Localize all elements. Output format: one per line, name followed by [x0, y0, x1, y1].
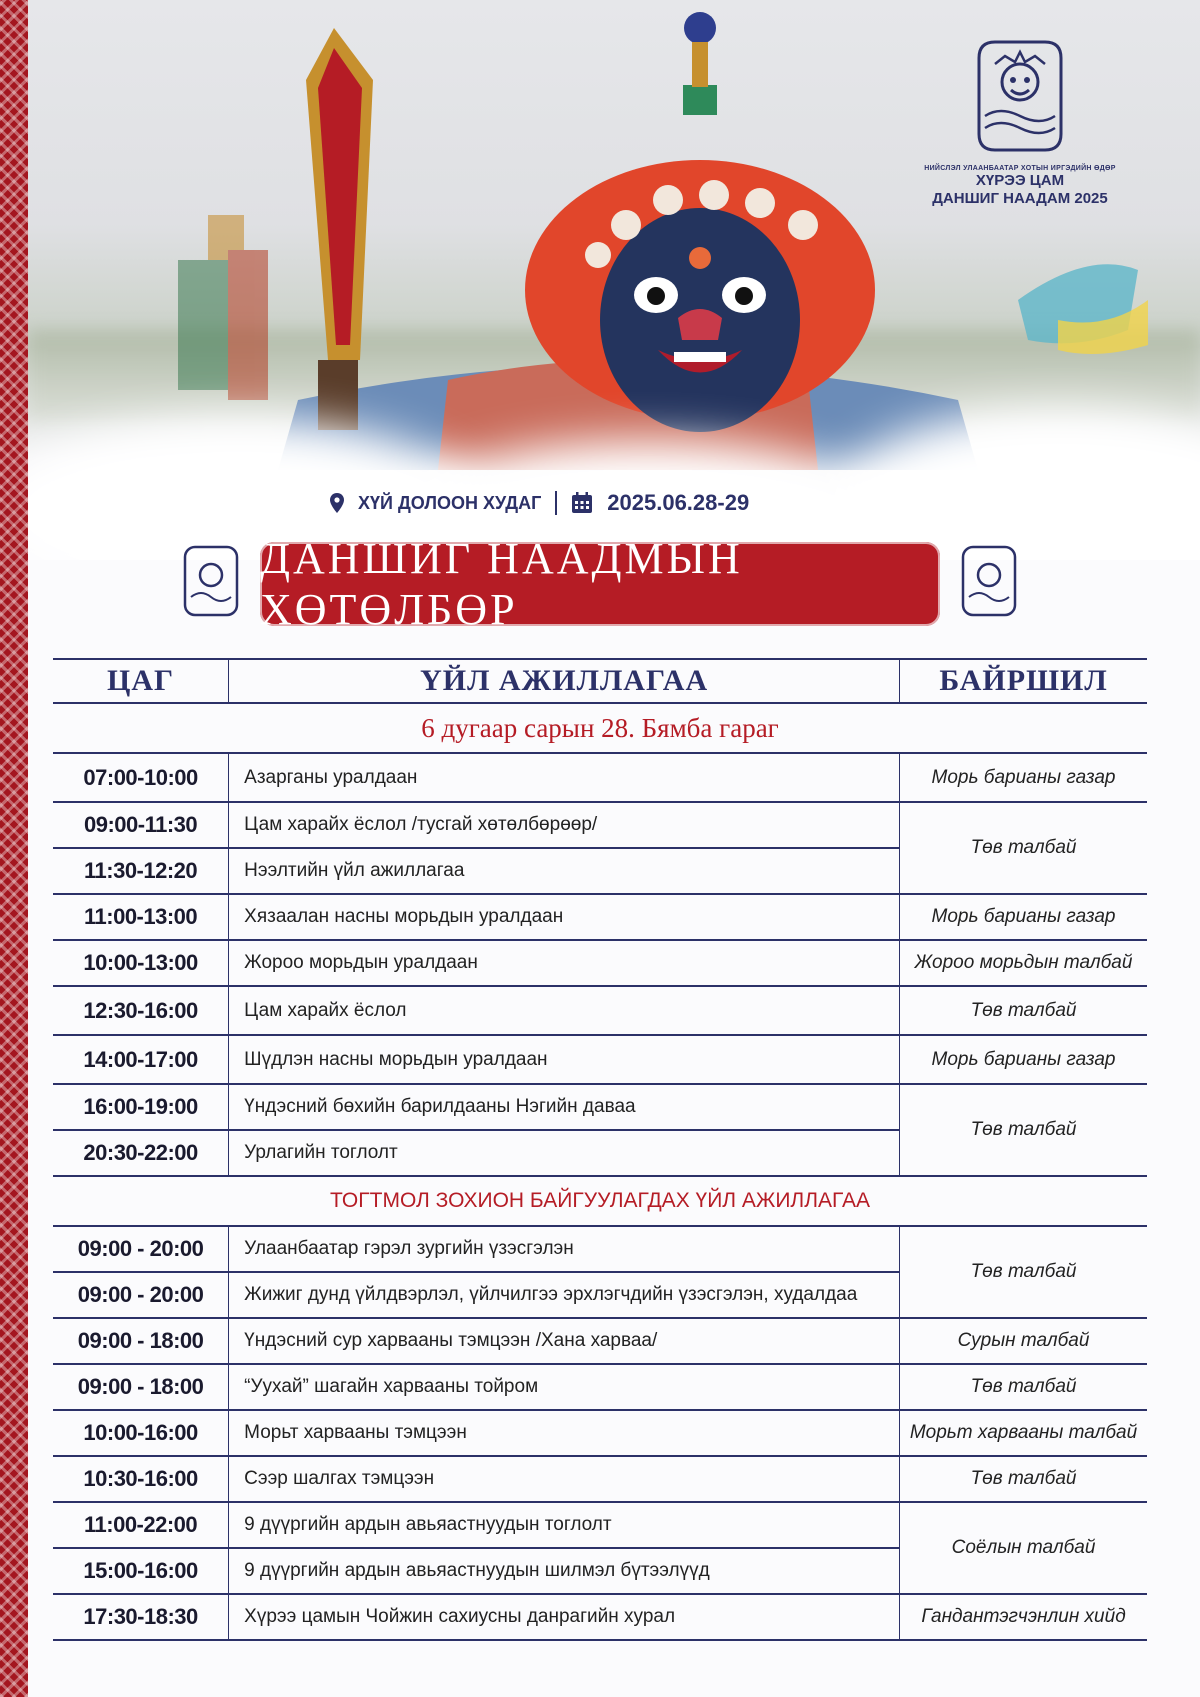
row-time: 09:00 - 18:00 [53, 1318, 229, 1364]
row-activity: Нээлтийн үйл ажиллагаа [229, 848, 900, 894]
section-heading [53, 703, 1147, 753]
row-activity: Сээр шалгах тэмцээн [229, 1456, 900, 1502]
row-place: Төв талбай [900, 1084, 1147, 1176]
table-row [53, 802, 1147, 848]
header-time: ЦАГ [53, 659, 229, 703]
row-time: 11:00-13:00 [53, 894, 229, 940]
row-time: 09:00 - 20:00 [53, 1226, 229, 1272]
row-time: 20:30-22:00 [53, 1130, 229, 1176]
row-activity: Улаанбаатар гэрэл зургийн үзэсгэлэн [229, 1226, 900, 1272]
emblem-icon [183, 545, 239, 617]
row-place: Соёлын талбай [900, 1502, 1147, 1594]
row-place: Сурын талбай [900, 1318, 1147, 1364]
row-time: 12:30-16:00 [53, 986, 229, 1035]
row-activity: Цам харайх ёслол /тусгай хөтөлбөрөөр/ [229, 802, 900, 848]
table-row [53, 1084, 1147, 1130]
row-time: 10:00-13:00 [53, 940, 229, 986]
table-row [53, 753, 1147, 802]
date-text: 2025.06.28-29 [607, 490, 750, 515]
table-row [53, 1226, 1147, 1272]
row-place: Морь барианы газар [900, 1035, 1147, 1084]
row-place: Морьт харвааны талбай [900, 1410, 1147, 1456]
emblem-icon [961, 545, 1017, 617]
program-title: ДАНШИГ НААДМЫН ХӨТӨЛБӨР [260, 542, 940, 626]
table-row [53, 1318, 1147, 1364]
row-place: Төв талбай [900, 1456, 1147, 1502]
row-time: 09:00 - 18:00 [53, 1364, 229, 1410]
row-activity: 9 дүүргийн ардын авьяастнуудын шилмэл бүтээлүүд [229, 1548, 900, 1594]
row-place: Төв талбай [900, 1364, 1147, 1410]
row-time: 15:00-16:00 [53, 1548, 229, 1594]
separator [555, 491, 557, 515]
row-time: 14:00-17:00 [53, 1035, 229, 1084]
table-row [53, 1364, 1147, 1410]
festival-logo [880, 38, 1160, 208]
row-activity: Морьт харвааны тэмцээн [229, 1410, 900, 1456]
calendar-icon [571, 492, 593, 514]
logo-line2: ДАНШИГ НААДАМ 2025 [932, 190, 1108, 207]
table-row [53, 986, 1147, 1035]
row-time: 09:00-11:30 [53, 802, 229, 848]
decorative-border [0, 0, 28, 1697]
row-time: 17:30-18:30 [53, 1594, 229, 1640]
row-time: 10:00-16:00 [53, 1410, 229, 1456]
row-time: 10:30-16:00 [53, 1456, 229, 1502]
row-place: Жороо морьдын талбай [900, 940, 1147, 986]
table-row [53, 940, 1147, 986]
header-place: БАЙРШИЛ [900, 659, 1147, 703]
row-time: 11:30-12:20 [53, 848, 229, 894]
table-row [53, 1502, 1147, 1548]
row-time: 16:00-19:00 [53, 1084, 229, 1130]
row-activity: Хүрээ цамын Чойжин сахиусны данрагийн хурал [229, 1594, 900, 1640]
row-activity: 9 дүүргийн ардын авьяастнуудын тоглолт [229, 1502, 900, 1548]
tsam-mask-emblem-icon [975, 38, 1065, 154]
row-activity: Жороо морьдын уралдаан [229, 940, 900, 986]
row-place: Төв талбай [900, 802, 1147, 894]
row-activity: Цам харайх ёслол [229, 986, 900, 1035]
row-place: Төв талбай [900, 1226, 1147, 1318]
map-pin-icon [330, 493, 344, 513]
location-text: ХҮЙ ДОЛООН ХУДАГ [358, 492, 542, 513]
section-ongoing-title: ТОГТМОЛ ЗОХИОН БАЙГУУЛАГДАХ ҮЙЛ АЖИЛЛАГАА [53, 1176, 1147, 1226]
header-activity: ҮЙЛ АЖИЛЛАГАА [229, 659, 900, 703]
row-time: 09:00 - 20:00 [53, 1272, 229, 1318]
section-day-title: 6 дугаар сарын 28. Бямба гараг [53, 703, 1147, 753]
row-activity: “Уухай” шагайн харвааны тойром [229, 1364, 900, 1410]
row-place: Гандантэгчэнлин хийд [900, 1594, 1147, 1640]
row-activity: Үндэсний бөхийн барилдааны Нэгийн даваа [229, 1084, 900, 1130]
row-activity: Шүдлэн насны морьдын уралдаан [229, 1035, 900, 1084]
row-time: 11:00-22:00 [53, 1502, 229, 1548]
table-row [53, 894, 1147, 940]
location-date-row [330, 488, 890, 518]
row-activity: Урлагийн тоглолт [229, 1130, 900, 1176]
table-row [53, 1456, 1147, 1502]
row-activity: Жижиг дунд үйлдвэрлэл, үйлчилгээ эрхлэгчдийн үзэсгэлэн, худалдаа [229, 1272, 900, 1318]
row-place: Төв талбай [900, 986, 1147, 1035]
table-row [53, 1594, 1147, 1640]
row-activity: Үндэсний сур харвааны тэмцээн /Хана харваа/ [229, 1318, 900, 1364]
section-heading [53, 1176, 1147, 1226]
table-row [53, 1410, 1147, 1456]
logo-subtitle: НИЙСЛЭЛ УЛААНБААТАР ХОТЫН ИРГЭДИЙН ӨДӨР [924, 165, 1116, 172]
row-activity: Азарганы уралдаан [229, 753, 900, 802]
row-activity: Хязаалан насны морьдын уралдаан [229, 894, 900, 940]
row-time: 07:00-10:00 [53, 753, 229, 802]
row-place: Морь барианы газар [900, 753, 1147, 802]
logo-line1: ХҮРЭЭ ЦАМ [975, 172, 1065, 189]
schedule-table [53, 658, 1147, 1641]
table-row [53, 1035, 1147, 1084]
row-place: Морь барианы газар [900, 894, 1147, 940]
table-header [53, 659, 1147, 703]
